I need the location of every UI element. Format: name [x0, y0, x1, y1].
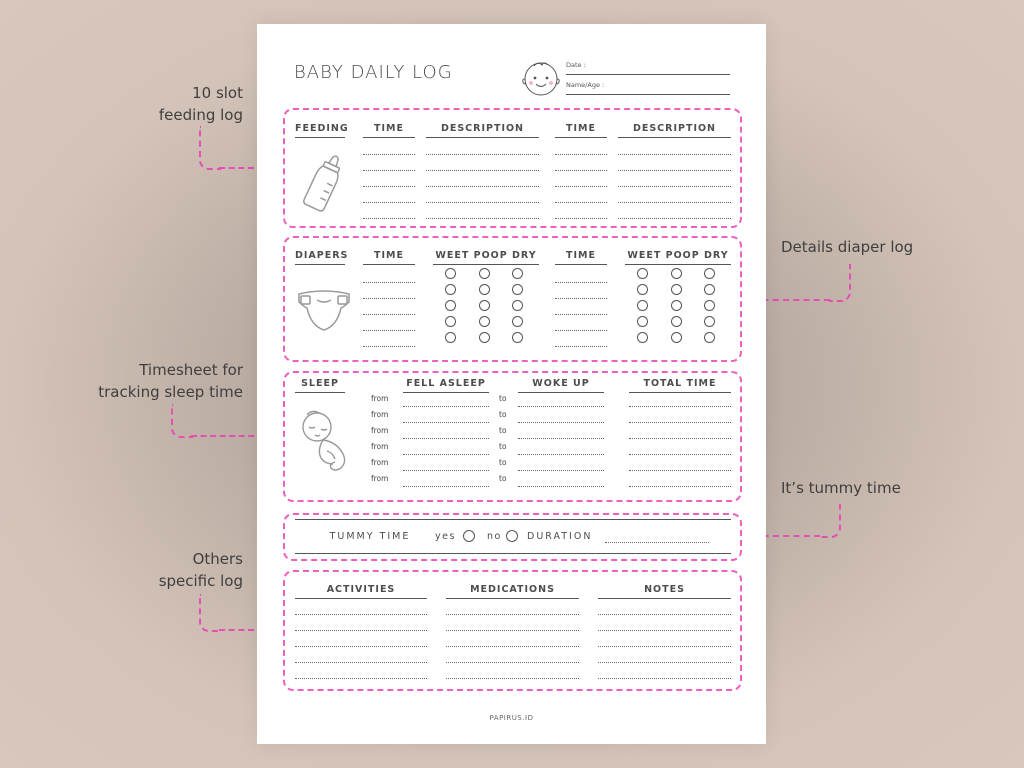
duration-field[interactable]	[605, 542, 709, 543]
feeding-time-header-1: TIME	[374, 123, 404, 134]
tummy-section	[283, 513, 742, 561]
total-time-header: TOTAL TIME	[643, 378, 717, 389]
diapers-time-header-1: TIME	[374, 250, 404, 261]
sleep-label: SLEEP	[301, 378, 339, 389]
annotation-others: Others specific log	[158, 550, 243, 590]
diapers-time-header-2: TIME	[566, 250, 596, 261]
leader-tummy	[819, 504, 841, 538]
activities-header: ACTIVITIES	[326, 584, 396, 595]
name-age-label: Name/Age :	[566, 81, 605, 89]
page-title: BABY DAILY LOG	[294, 62, 453, 83]
wet-poop-dry-header-2: WEET POOP DRY	[627, 250, 729, 261]
footer-brand: PAPIRUS.ID	[489, 714, 534, 722]
annotation-diaper: Details diaper log	[781, 238, 914, 256]
leader-others	[199, 594, 221, 632]
diaper-icon	[295, 286, 353, 336]
feeding-description-header-1: DESCRIPTION	[440, 123, 525, 134]
annotation-sleep: Timesheet for tracking sleep time	[98, 361, 243, 401]
fell-asleep-header: FELL ASLEEP	[406, 378, 486, 389]
tummy-no-label: no	[487, 531, 502, 542]
tummy-yes-label: yes	[435, 531, 456, 542]
feeding-time-header-2: TIME	[566, 123, 596, 134]
date-label: Date :	[566, 61, 586, 69]
duration-label: DURATION	[527, 531, 593, 542]
annotation-tummy: It’s tummy time	[781, 479, 901, 497]
sleep-section: SLEEP FELL ASLEEP WOKE UP TOTAL TIME from to from to from to from to from to from to	[283, 371, 742, 502]
leader-feeding	[199, 126, 221, 170]
diapers-section	[283, 236, 742, 362]
feeding-section	[283, 108, 742, 228]
annotation-feeding: 10 slot feeding log	[158, 84, 243, 124]
woke-up-header: WOKE UP	[532, 378, 590, 389]
feeding-description-header-2: DESCRIPTION	[632, 123, 717, 134]
tummy-time-label: TUMMY TIME	[329, 531, 411, 542]
leader-sleep	[171, 404, 193, 438]
notes-header: NOTES	[644, 584, 685, 595]
sleeping-baby-icon	[297, 407, 353, 477]
name-age-field[interactable]	[566, 94, 730, 95]
baby-face-icon	[520, 60, 562, 96]
leader-diaper	[829, 264, 851, 302]
log-page	[257, 24, 766, 744]
tummy-yes-radio[interactable]	[463, 530, 475, 542]
baby-bottle-icon	[299, 150, 349, 216]
feeding-label: FEEDING	[295, 123, 349, 134]
tummy-no-radio[interactable]	[506, 530, 518, 542]
wet-poop-dry-header-1: WEET POOP DRY	[435, 250, 537, 261]
date-field[interactable]	[566, 74, 730, 75]
medications-header: MEDICATIONS	[470, 584, 555, 595]
diapers-label: DIAPERS	[295, 250, 349, 261]
others-section	[283, 570, 742, 691]
